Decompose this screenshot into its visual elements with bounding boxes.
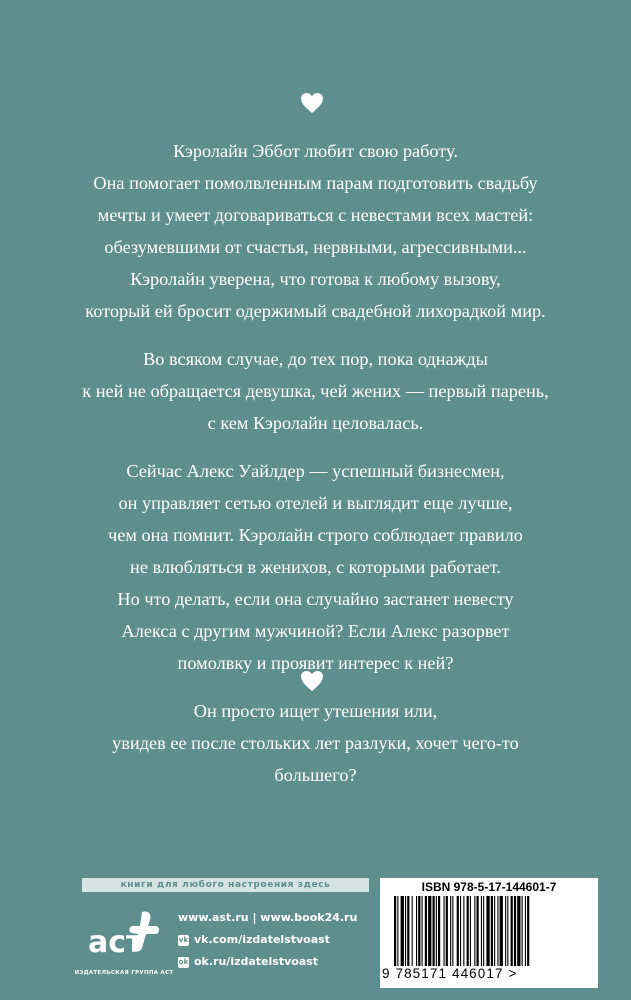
odnoklassniki-icon: ok xyxy=(178,957,189,966)
blurb-line: Сейчас Алекс Уайлдер — успешный бизнесмен, xyxy=(126,461,505,481)
book-blurb xyxy=(40,135,591,807)
ok-link[interactable] xyxy=(178,951,378,973)
barcode-digits: 9 785171 446017 > xyxy=(382,966,518,981)
ok-text[interactable]: ok.ru/izdatelstvoast xyxy=(194,955,319,968)
blurb-paragraph-1 xyxy=(40,135,591,327)
blurb-line: Во всяком случае, до тех пор, пока однажды xyxy=(143,349,488,369)
tagline-strip: книги для любого настроения здесь xyxy=(82,878,369,892)
vk-icon: vk xyxy=(178,935,189,944)
blurb-line: мечты и умеет договариваться с невестами всех мастей: xyxy=(97,205,534,225)
vk-link[interactable] xyxy=(178,929,378,951)
websites xyxy=(178,907,378,929)
vk-text[interactable]: vk.com/izdatelstvoast xyxy=(194,933,330,946)
blurb-line: помолвку и проявит интерес к ней? xyxy=(177,653,454,673)
blurb-line: Алекса с другим мужчиной? Если Алекс разорвет xyxy=(121,621,510,641)
websites-text[interactable]: www.ast.ru | www.book24.ru xyxy=(178,911,358,924)
blurb-line: Кэролайн Эббот любит свою работу. xyxy=(173,141,458,161)
blurb-line: Кэролайн уверена, что готова к любому вызову, xyxy=(130,269,501,289)
blurb-line: не влюбляться в женихов, с которыми работает. xyxy=(130,557,501,577)
ast-logo xyxy=(78,900,168,990)
publisher-caption: ИЗДАТЕЛЬСКАЯ ГРУППА АСТ xyxy=(74,970,174,976)
blurb-line: к ней не обращается девушка, чей жених — первый парень, xyxy=(82,381,549,401)
blurb-paragraph-3 xyxy=(40,455,591,679)
blurb-paragraph-2 xyxy=(40,343,591,439)
blurb-line: он управляет сетью отелей и выглядит еще лучше, xyxy=(118,493,513,513)
blurb-line: чем она помнит. Кэролайн строго соблюдает правило xyxy=(108,525,523,545)
publisher-links xyxy=(178,907,378,973)
blurb-line: Он просто ищет утешения или, xyxy=(193,701,438,721)
blurb-line: Но что делать, если она случайно застанет невесту xyxy=(117,589,514,609)
heart-icon xyxy=(300,92,324,114)
blurb-line: который ей бросит одержимый свадебной лихорадкой мир. xyxy=(85,301,546,321)
blurb-paragraph-4 xyxy=(40,695,591,791)
barcode-panel xyxy=(380,878,598,988)
blurb-line: обезумевшими от счастья, нервными, агрессивными... xyxy=(104,237,527,257)
blurb-line: с кем Кэролайн целовалась. xyxy=(207,413,424,433)
blurb-line: большего? xyxy=(274,765,357,785)
logo-text: аст xyxy=(88,925,144,960)
heart-icon xyxy=(300,670,324,692)
barcode-bars xyxy=(394,896,586,968)
blurb-line: Она помогает помолвленным парам подготовить свадьбу xyxy=(93,173,538,193)
blurb-line: увидев ее после стольких лет разлуки, хочет чего-то xyxy=(112,733,519,753)
isbn: ISBN 978-5-17-144601-7 xyxy=(421,880,557,894)
